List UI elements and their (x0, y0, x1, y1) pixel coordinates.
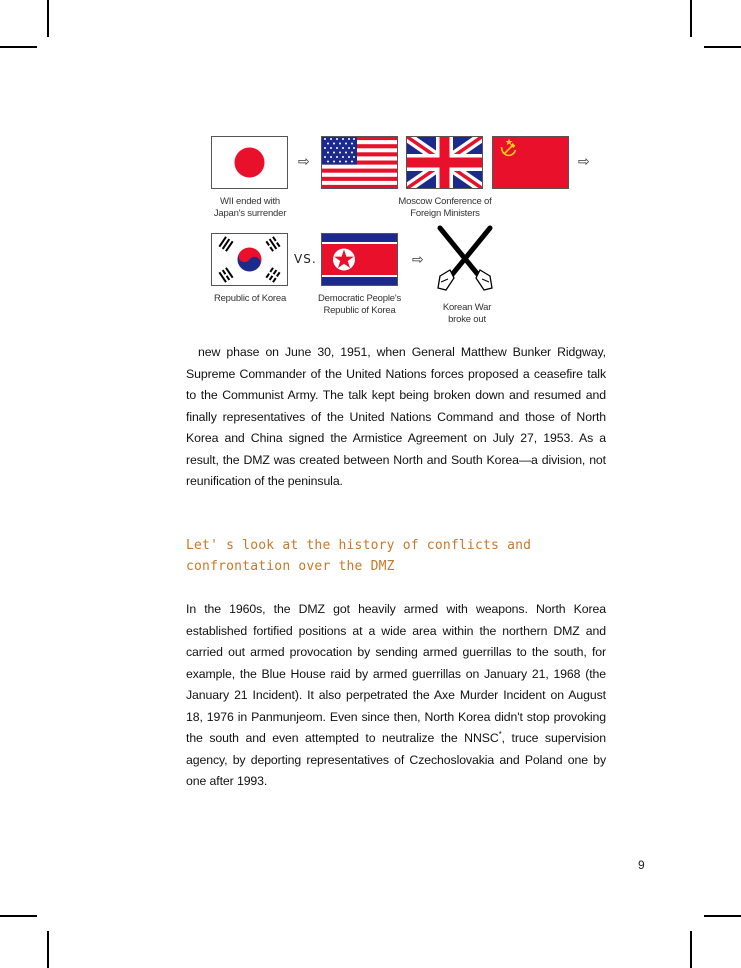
body-paragraph-dmz-history (186, 599, 606, 793)
caption-korean-war: Korean War broke out (442, 302, 492, 325)
caption-republic-of-korea: Republic of Korea (213, 293, 287, 304)
arrow-icon: ⇨ (578, 154, 590, 170)
body-paragraph-ceasefire: new phase on June 30, 1951, when General Matthew Bunker Ridgway, Supreme Commander of the United Nations forces proposed a ceasefire talk to the Communist Army. The talk kept being broken down and resumed and finally representatives of the United Nations Command and those of North Korea and China signed the Armistice Agreement on July 27, 1953. As a result, the DMZ was created between North and South Korea—a division, not reunification of the peninsula. (186, 345, 606, 488)
caption-dprk: Democratic People's Republic of Korea (317, 293, 402, 316)
crop-mark (47, 0, 49, 37)
footnote-marker: * (498, 729, 502, 739)
north-korea-flag-icon (321, 233, 398, 286)
page-number: 9 (638, 858, 645, 872)
paragraph-text: In the 1960s, the DMZ got heavily armed with weapons. North Korea established fortified positions at a wide area within the northern DMZ and carried out armed provocation by sending armed guerrillas to the south, for example, the Blue House raid by armed guerrillas on January 21, 1968 (the January 21 Incident). It also perpetrated the Axe Murder Incident on August 18, 1976 in Panmunjeom. Even since then, North Korea didn't stop provoking the south and even attempted to neutralize the NNSC (186, 602, 606, 745)
japan-flag-icon (211, 136, 288, 189)
crop-mark (690, 0, 692, 37)
vs-label: VS. (294, 252, 317, 266)
crossed-rifles-icon (432, 224, 498, 300)
crop-mark (690, 931, 692, 968)
crop-mark (47, 931, 49, 968)
uk-flag-icon (406, 136, 483, 189)
crop-mark (704, 46, 741, 48)
crop-mark (704, 915, 741, 917)
ussr-flag-icon (492, 136, 569, 189)
crop-mark (0, 46, 37, 48)
crop-mark (0, 915, 37, 917)
paragraph-text: , truce supervision agency, by deporting representatives of Czechoslovakia and Poland one by one after 1993. (186, 731, 607, 788)
caption-moscow-conference: Moscow Conference of Foreign Ministers (398, 196, 492, 219)
arrow-icon: ⇨ (298, 154, 310, 170)
south-korea-flag-icon (211, 233, 288, 286)
usa-flag-icon (321, 136, 398, 189)
arrow-icon: ⇨ (412, 252, 424, 268)
section-heading: Let' s look at the history of conflicts and confrontation over the DMZ (186, 538, 532, 574)
caption-japan-surrender: WII ended with Japan's surrender (213, 196, 287, 219)
